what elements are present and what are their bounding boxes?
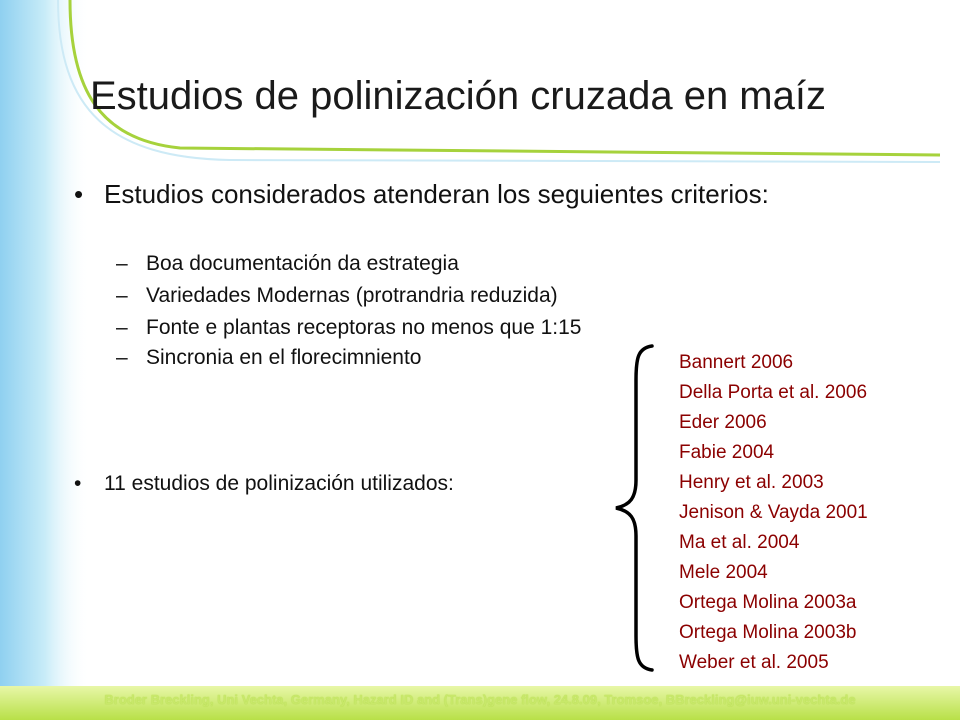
reference-item: Ortega Molina 2003b bbox=[679, 622, 857, 643]
reference-item: Henry et al. 2003 bbox=[679, 472, 824, 493]
criteria-item-text: Boa documentación da estrategia bbox=[146, 252, 459, 275]
reference-item: Della Porta et al. 2006 bbox=[679, 382, 868, 403]
reference-item: Weber et al. 2005 bbox=[679, 652, 829, 673]
reference-item: Mele 2004 bbox=[679, 562, 768, 583]
references-list bbox=[679, 348, 868, 678]
reference-item: Eder 2006 bbox=[679, 412, 767, 433]
dash-icon: – bbox=[116, 346, 128, 369]
dash-icon: – bbox=[116, 252, 128, 275]
reference-item: Ma et al. 2004 bbox=[679, 532, 800, 553]
criteria-item-text: Fonte e plantas receptoras no menos que 1:15 bbox=[146, 316, 582, 339]
bullet-icon: • bbox=[74, 472, 82, 495]
bullet-icon: • bbox=[74, 179, 84, 209]
dash-icon: – bbox=[116, 316, 128, 339]
reference-item: Bannert 2006 bbox=[679, 352, 794, 373]
criteria-text: Estudios considerados atenderan los seguientes criterios: bbox=[104, 179, 769, 209]
slide-footer: Broder Breckling, Uni Vechta, Germany, Hazard ID and (Trans)gene flow, 24.8.09, Tromsoe, BBreckling@iuw.uni-vechta.de bbox=[104, 692, 856, 707]
reference-item: Jenison & Vayda 2001 bbox=[679, 502, 868, 523]
curly-brace-icon bbox=[610, 340, 670, 676]
studies-text: 11 estudios de polinización utilizados: bbox=[104, 472, 454, 495]
criteria-item-text: Variedades Modernas (protrandria reduzida) bbox=[146, 284, 558, 307]
dash-icon: – bbox=[116, 284, 128, 307]
criteria-item-text: Sincronia en el florecimniento bbox=[146, 346, 422, 369]
reference-item: Fabie 2004 bbox=[679, 442, 775, 463]
reference-item: Ortega Molina 2003a bbox=[679, 592, 857, 613]
slide-title: Estudios de polinización cruzada en maíz bbox=[90, 74, 826, 118]
